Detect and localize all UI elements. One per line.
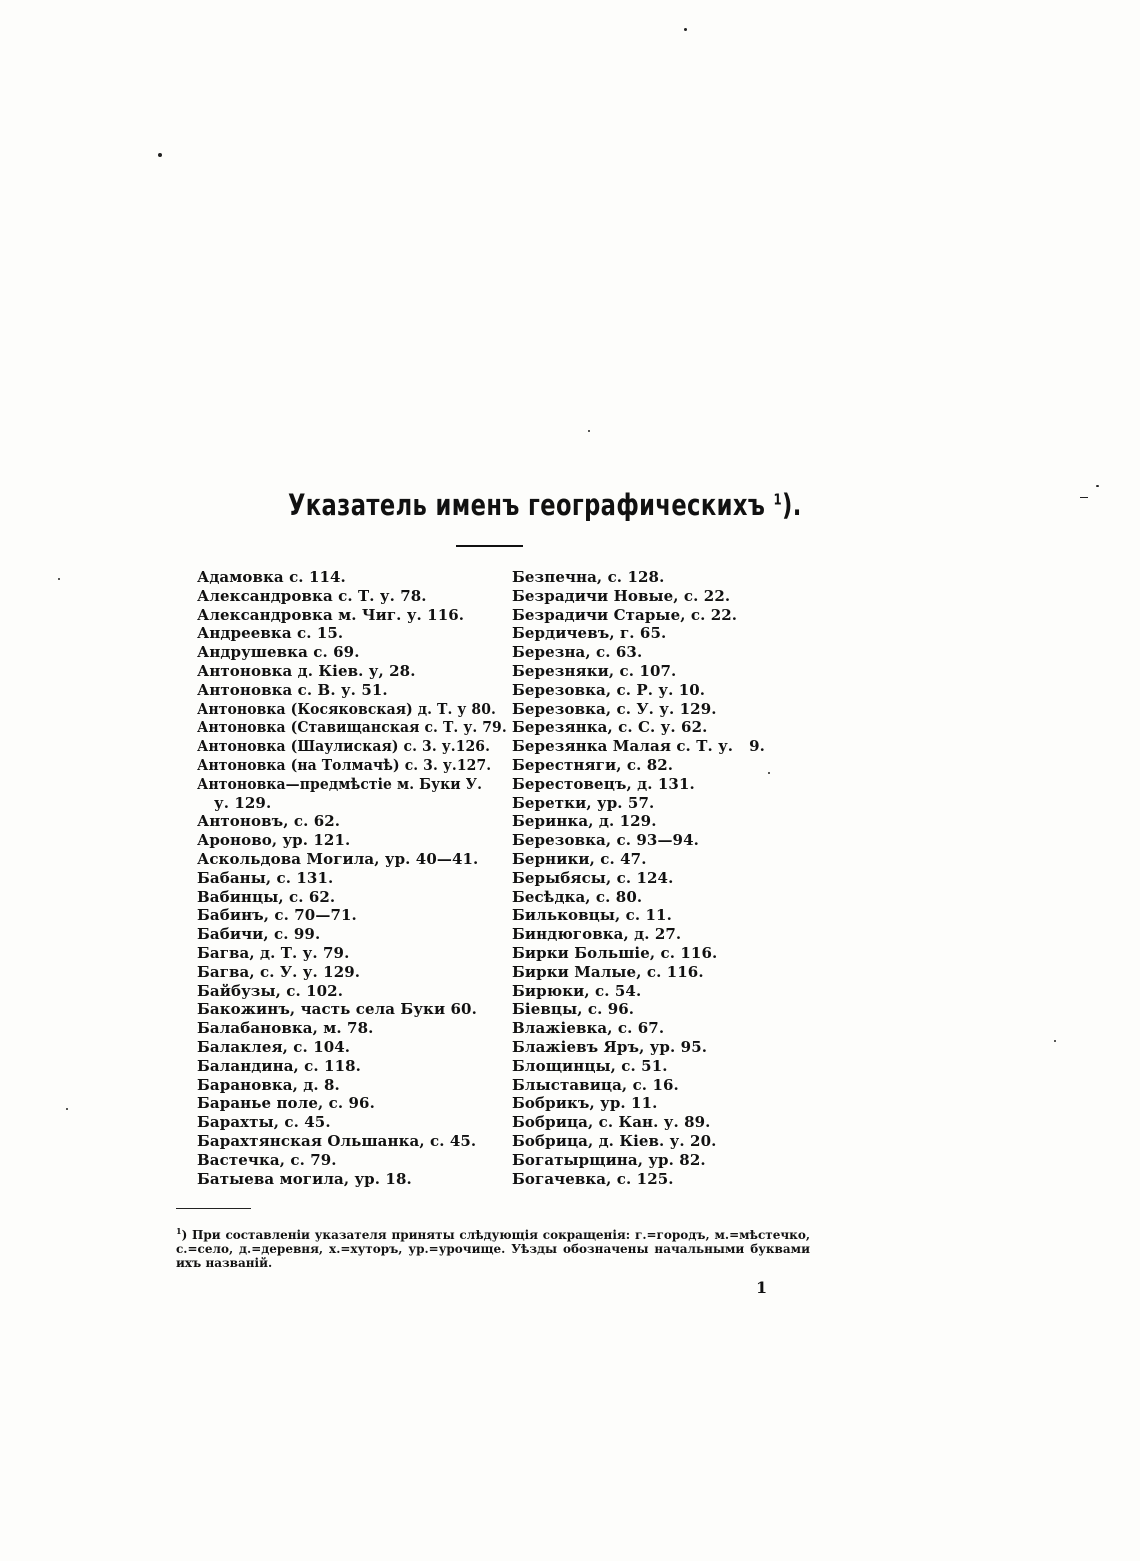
index-entry: Бакожинъ, часть села Буки 60. [197,1000,477,1019]
index-entry: Блажiевъ Яръ, ур. 95. [512,1037,708,1056]
index-entry: Вастечка, с. 79. [197,1150,337,1169]
index-entry: Безрадичи Новые, с. 22. [512,586,731,605]
index-entry: Андрушевка с. 69. [197,643,360,662]
page-number: 1 [756,1278,768,1297]
index-entry: Бильковцы, с. 11. [512,906,672,925]
index-entry: Антоновка (Косяковская) д. Т. у 80. [197,699,496,718]
index-entry: Берестовецъ, д. 131. [512,774,695,793]
scan-speck [588,430,590,432]
index-entry: Березна, с. 63. [512,643,643,662]
index-entry: Балаклея, с. 104. [197,1037,351,1056]
index-entry: у. 129. [214,793,272,812]
index-entry: Березянка, с. С. у. 62. [512,718,708,737]
index-entry: Андреевка с. 15. [197,624,344,643]
index-entry: Богачевка, с. 125. [512,1169,674,1188]
index-entry: Блыставица, с. 16. [512,1075,679,1094]
index-entry: Безпечна, с. 128. [512,568,665,586]
index-entry: Аскольдова Могила, ур. 40—41. [197,849,479,868]
index-entry: Березовка, с. Р. у. 10. [512,680,706,699]
footnote-text: ) При составленiи указателя приняты слѣдующiя сокращенiя: г.=городъ, м.=мѣстечко, с.=село, д.=деревня, х.=хуторъ, ур.=урочище. Уѣзды обозначены начальными буквами ихъ названiй. [176,1228,810,1270]
index-entry: Антоновка (Шаулиская) с. 3. у.126. [197,737,491,756]
index-entry: Бирки Малые, с. 116. [512,962,704,981]
index-entry: Биндюговка, д. 27. [512,925,682,944]
index-entry: Багва, д. Т. у. 79. [197,943,350,962]
index-entry: Бабинъ, с. 70—71. [197,906,357,925]
index-entry: Берники, с. 47. [512,849,647,868]
index-entry: Батыева могила, ур. 18. [197,1169,412,1188]
index-entry: Антоновъ, с. 62. [197,812,341,831]
scan-speck [1054,1040,1056,1042]
title-close: ). [782,488,802,522]
index-entry: Березовка, с. У. у. 129. [512,699,717,718]
scan-speck [684,28,687,31]
index-entry: Байбузы, с. 102. [197,981,344,1000]
footnote-rule [176,1208,251,1209]
index-entry: Безрадичи Старые, с. 22. [512,605,738,624]
index-entry: Вабинцы, с. 62. [197,887,336,906]
index-entry: Антоновка д. Кiев. у, 28. [197,661,416,680]
index-entry: Александровка с. Т. у. 78. [197,586,427,605]
index-entry: Богатырщина, ур. 82. [512,1150,706,1169]
scan-speck [1080,497,1088,498]
title-footnote-mark: 1 [773,490,783,509]
scan-speck [1096,485,1099,487]
index-entry: Влажiевка, с. 67. [512,1019,665,1038]
scan-speck [66,1108,68,1110]
index-entry: Адамовка с. 114. [197,568,346,586]
index-entry: Багва, с. У. у. 129. [197,962,361,981]
scan-speck [158,153,162,157]
index-entry: Баландина, с. 118. [197,1056,361,1075]
index-entry: Антоновка с. В. у. 51. [197,680,388,699]
index-entry: Антоновка (на Толмачѣ) с. 3. у.127. [197,755,492,774]
title-rule [456,545,523,547]
index-entry: Балабановка, м. 78. [197,1019,374,1038]
footnote [176,1224,810,1270]
index-entry: Антоновка—предмѣстiе м. Буки У. [197,774,483,793]
footnote-mark: 1 [176,1226,182,1236]
page-title-text: Указатель именъ географическихъ [287,488,766,522]
index-entry: Барахтянская Ольшанка, с. 45. [197,1131,477,1150]
index-entry: Александровка м. Чиг. у. 116. [197,605,465,624]
scan-speck [58,578,60,580]
index-entry: Бiевцы, с. 96. [512,1000,635,1019]
index-entry: Баранье поле, с. 96. [197,1094,375,1113]
index-entry: Берыбясы, с. 124. [512,868,674,887]
index-column-right [512,568,812,1188]
index-entry: Березянка Малая с. Т. у. 9. [512,737,765,756]
index-entry: Бирки Большiе, с. 116. [512,943,718,962]
index-entry: Бобрикъ, ур. 11. [512,1094,658,1113]
index-entry: Бобрица, д. Кiев. у. 20. [512,1131,717,1150]
index-entry: Бобрица, с. Кан. у. 89. [512,1113,711,1132]
index-entry: Беринка, д. 129. [512,812,657,831]
index-entry: Бабичи, с. 99. [197,925,321,944]
index-entry: Березняки, с. 107. [512,661,677,680]
index-entry: Барахты, с. 45. [197,1113,331,1132]
index-entry: Беретки, ур. 57. [512,793,655,812]
index-entry: Бирюки, с. 54. [512,981,642,1000]
index-entry: Бердичевъ, г. 65. [512,624,667,643]
index-column-left [197,568,507,1188]
index-entry: Блощинцы, с. 51. [512,1056,668,1075]
index-entry: Антоновка (Ставищанская с. Т. у. 79. [197,718,507,737]
index-entry: Ароново, ур. 121. [197,831,351,850]
page-title [100,488,989,522]
index-entry: Барановка, д. 8. [197,1075,340,1094]
index-entry: Бабаны, с. 131. [197,868,334,887]
index-entry: Березовка, с. 93—94. [512,831,699,850]
index-entry: Бесѣдка, с. 80. [512,887,643,906]
index-entry: Берестняги, с. 82. [512,755,674,774]
